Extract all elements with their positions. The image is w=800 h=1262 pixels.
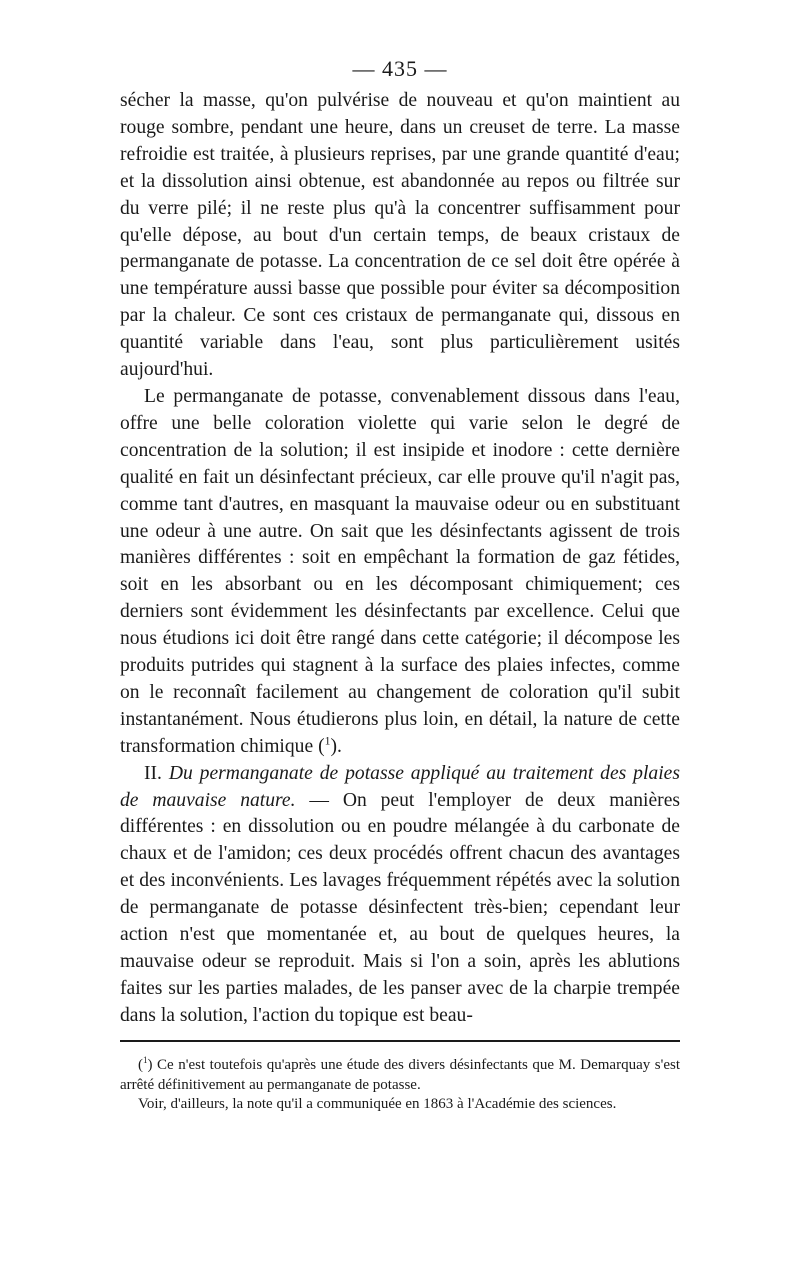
footnote-1: ($^1$) Ce n'est toutefois qu'après une étude des divers désinfectants que M. Demarquay s'est arrêté définitivement au permanganate de potasse.: [120, 1055, 680, 1093]
footnotes: [120, 1056, 680, 1115]
paragraph-2-text: Le permanganate de potasse, convenablement dissous dans l'eau, offre une belle coloration violette qui varie selon le degré de concentration de la solution; il est insipide et inodore : cette dernière qualité en fait un désinfectant précieux, car elle prouve qu'il n'agit pas, comme tant d'autres, en masquant la mauvaise odeur ou en substituant une odeur à une autre. On sait que les désinfectants agissent de trois manières différentes : soit en empêchant la formation de gaz fétides, soit en les absorbant ou en les décomposant chimiquement; ces derniers sont évidemment les désinfectants par excellence. Celui que nous étudions ici doit être rangé dans cette catégorie; il décompose les produits putrides qui stagnent à la surface des plaies infectes, comme on le reconnaît facilement au changement de coloration qu'il subit instantanément. Nous étudierons plus loin, en détail, la nature de cette transformation chimique: [120, 385, 680, 757]
section-number: II.: [144, 762, 162, 784]
paragraph-2: Le permanganate de potasse, convenablement dissous dans l'eau, offre une belle coloration violette qui varie selon le degré de concentration de la solution; il est insipide et inodore : cette dernière qualité en fait un désinfectant précieux, car elle prouve qu'il n'agit pas, comme tant d'autres, en masquant la mauvaise odeur ou en substituant une odeur à une autre. On sait que les désinfectants agissent de trois manières différentes : soit en empêchant la formation de gaz fétides, soit en les absorbant ou en les décomposant chimiquement; ces derniers sont évidemment les désinfectants par excellence. Celui que nous étudions ici doit être rangé dans cette catégorie; il décompose les produits putrides qui stagnent à la surface des plaies infectes, comme on le reconnaît facilement au changement de coloration qu'il subit instantanément. Nous étudierons plus loin, en détail, la nature de cette transformation chimique ($^1$).: [120, 385, 680, 757]
body-text: [120, 88, 680, 1030]
page-number: — 435 —: [352, 56, 448, 81]
paragraph-3: [120, 761, 680, 1030]
section-title: Du permanganate de potasse appliqué au traitement des plaies de mauvaise nature.: [120, 762, 680, 811]
footnote-1-marker: 1: [143, 1055, 148, 1065]
footnote-1-text: Ce n'est toutefois qu'après une étude des divers désinfectants que M. Demarquay s'est arrêté définitivement au permanganate de potasse.: [120, 1057, 680, 1093]
footnote-2: Voir, d'ailleurs, la note qu'il a communiquée en 1863 à l'Académie des sciences.: [138, 1096, 617, 1112]
paragraph-3-text: — On peut l'employer de deux manières différentes : en dissolution ou en poudre mélangée à du carbonate de chaux et de l'amidon; ces deux procédés offrent chacun des avantages et des inconvénients. Les lavages fréquemment répétés avec la solution de permanganate de potasse désinfectent très-bien; cependant leur action n'est que momentanée et, au bout de quelques heures, la mauvaise odeur se reproduit. Mais si l'on a soin, après les ablutions faites sur les parties malades, de les panser avec de la charpie trempée dans la solution, l'action du topique est beau-: [120, 789, 681, 1026]
paragraph-2-end: .: [337, 735, 342, 757]
footnote-ref-1[interactable]: 1: [324, 734, 331, 748]
paragraph-1: sécher la masse, qu'on pulvérise de nouveau et qu'on maintient au rouge sombre, pendant une heure, dans un creuset de terre. La masse refroidie est traitée, à plusieurs reprises, par une grande quantité d'eau; et la dissolution ainsi obtenue, est abandonnée au repos ou filtrée sur du verre pilé; il ne reste plus qu'à la concentrer suffisamment pour qu'elle dépose, au bout d'un certain temps, de beaux cristaux de permanganate de potasse. La concentration de ce sel doit être opérée à une température aussi basse que possible pour éviter sa décomposition par la chaleur. Ce sont ces cristaux de permanganate qui, dissous en quantité variable dans l'eau, sont plus particulièrement usités aujourd'hui.: [120, 90, 680, 381]
footnote-divider: [120, 1040, 680, 1042]
